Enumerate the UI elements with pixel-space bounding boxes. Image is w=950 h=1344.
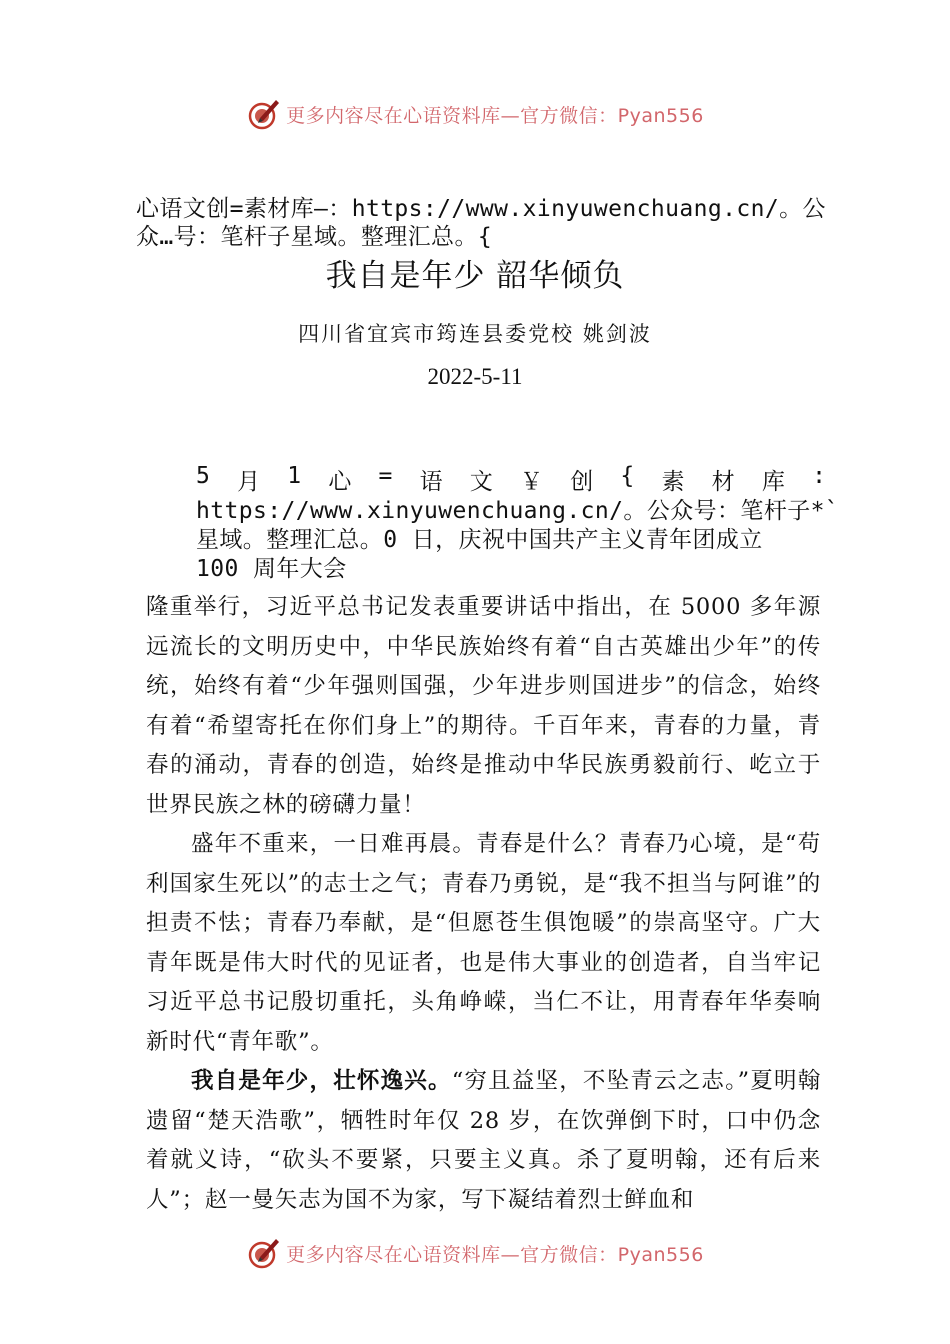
spread-token: 心: [328, 469, 352, 495]
header-note-line-1: 心语文创=素材库—：https://www.xinyuwenchuang.cn/。公: [136, 196, 826, 222]
body-text: [146, 588, 821, 1220]
date-line: 2022-5-11: [427, 364, 523, 389]
wechat-id: Pyan556: [617, 1243, 704, 1266]
garbled-line-3: 星域。整理汇总。0 日，庆祝中国共产主义青年团成立: [196, 527, 763, 553]
spread-token: 文: [469, 469, 493, 495]
paragraph-3: [146, 1062, 821, 1220]
spread-token: ￥: [520, 469, 543, 495]
header-note-line-2: 众…号：笔杆子星域。整理汇总。{: [136, 224, 493, 250]
spread-token: 语: [419, 469, 443, 495]
pen-logo-icon: [246, 1235, 282, 1271]
paragraph-1: 隆重举行，习近平总书记发表重要讲话中指出，在 5000 多年源远流长的文明历史中，中华民族始终有着“自古英雄出少年”的传统，始终有着“少年强则国强，少年进步则国进步”的信念，始终有着“希望寄托在你们身上”的期待。千百年来，青春的力量，青春的涌动，青春的创造，始终是推动中华民族勇毅前行、屹立于世界民族之林的磅礴力量！: [146, 594, 821, 818]
paragraph-2: 盛年不重来，一日难再晨。青春是什么？青春乃心境，是“苟利国家生死以”的志士之气；青春乃勇锐，是“我不担当与阿谁”的担责不怯；青春乃奉献，是“但愿苍生俱饱暖”的崇高坚守。广大青年既是伟大时代的见证者，也是伟大事业的创造者，自当牢记习近平总书记殷切重托，头角峥嵘，当仁不让，用青春年华奏响新时代“青年歌”。: [146, 831, 821, 1055]
spread-token: 材: [711, 469, 735, 495]
pen-logo-icon: [246, 96, 282, 132]
paragraph-3-heading: 我自是年少，壮怀逸兴。: [191, 1068, 452, 1094]
watermark-banner-top: [0, 94, 950, 134]
garbled-line-2: https://www.xinyuwenchuang.cn/。公众号：笔杆子*`: [196, 498, 840, 524]
watermark-text: 更多内容尽在心语资料库—官方微信：Pyan556: [286, 1243, 704, 1266]
spread-token: 5: [196, 463, 210, 489]
garbled-line-4: 100 周年大会: [196, 556, 347, 582]
spread-token: :: [812, 463, 826, 489]
spread-token: =: [378, 463, 393, 489]
author-line: 四川省宜宾市筠连县委党校 姚剑波: [298, 322, 652, 346]
spread-token: 创: [570, 469, 594, 495]
spread-token: 1: [287, 463, 302, 489]
spread-token: 库: [761, 469, 785, 495]
watermark-banner-bottom: [0, 1233, 950, 1273]
page-title: 我自是年少 韶华倾负: [325, 258, 625, 294]
spread-token: {: [620, 463, 635, 489]
watermark-text: 更多内容尽在心语资料库—官方微信：Pyan556: [286, 104, 704, 127]
paragraph-3-text: “穷且益坚，不坠青云之志。”夏明翰遗留“楚天浩歌”，牺牲时年仅 28 岁，在饮弹倒下时，口中仍念着就义诗，“砍头不要紧，只要主义真。杀了夏明翰，还有后来人”；赵一曼矢志为国不为家，写下凝结着烈士鲜血和: [146, 1068, 821, 1213]
spread-token: 素: [661, 469, 685, 495]
wechat-id: Pyan556: [617, 104, 704, 127]
spread-token: 月: [237, 469, 261, 495]
